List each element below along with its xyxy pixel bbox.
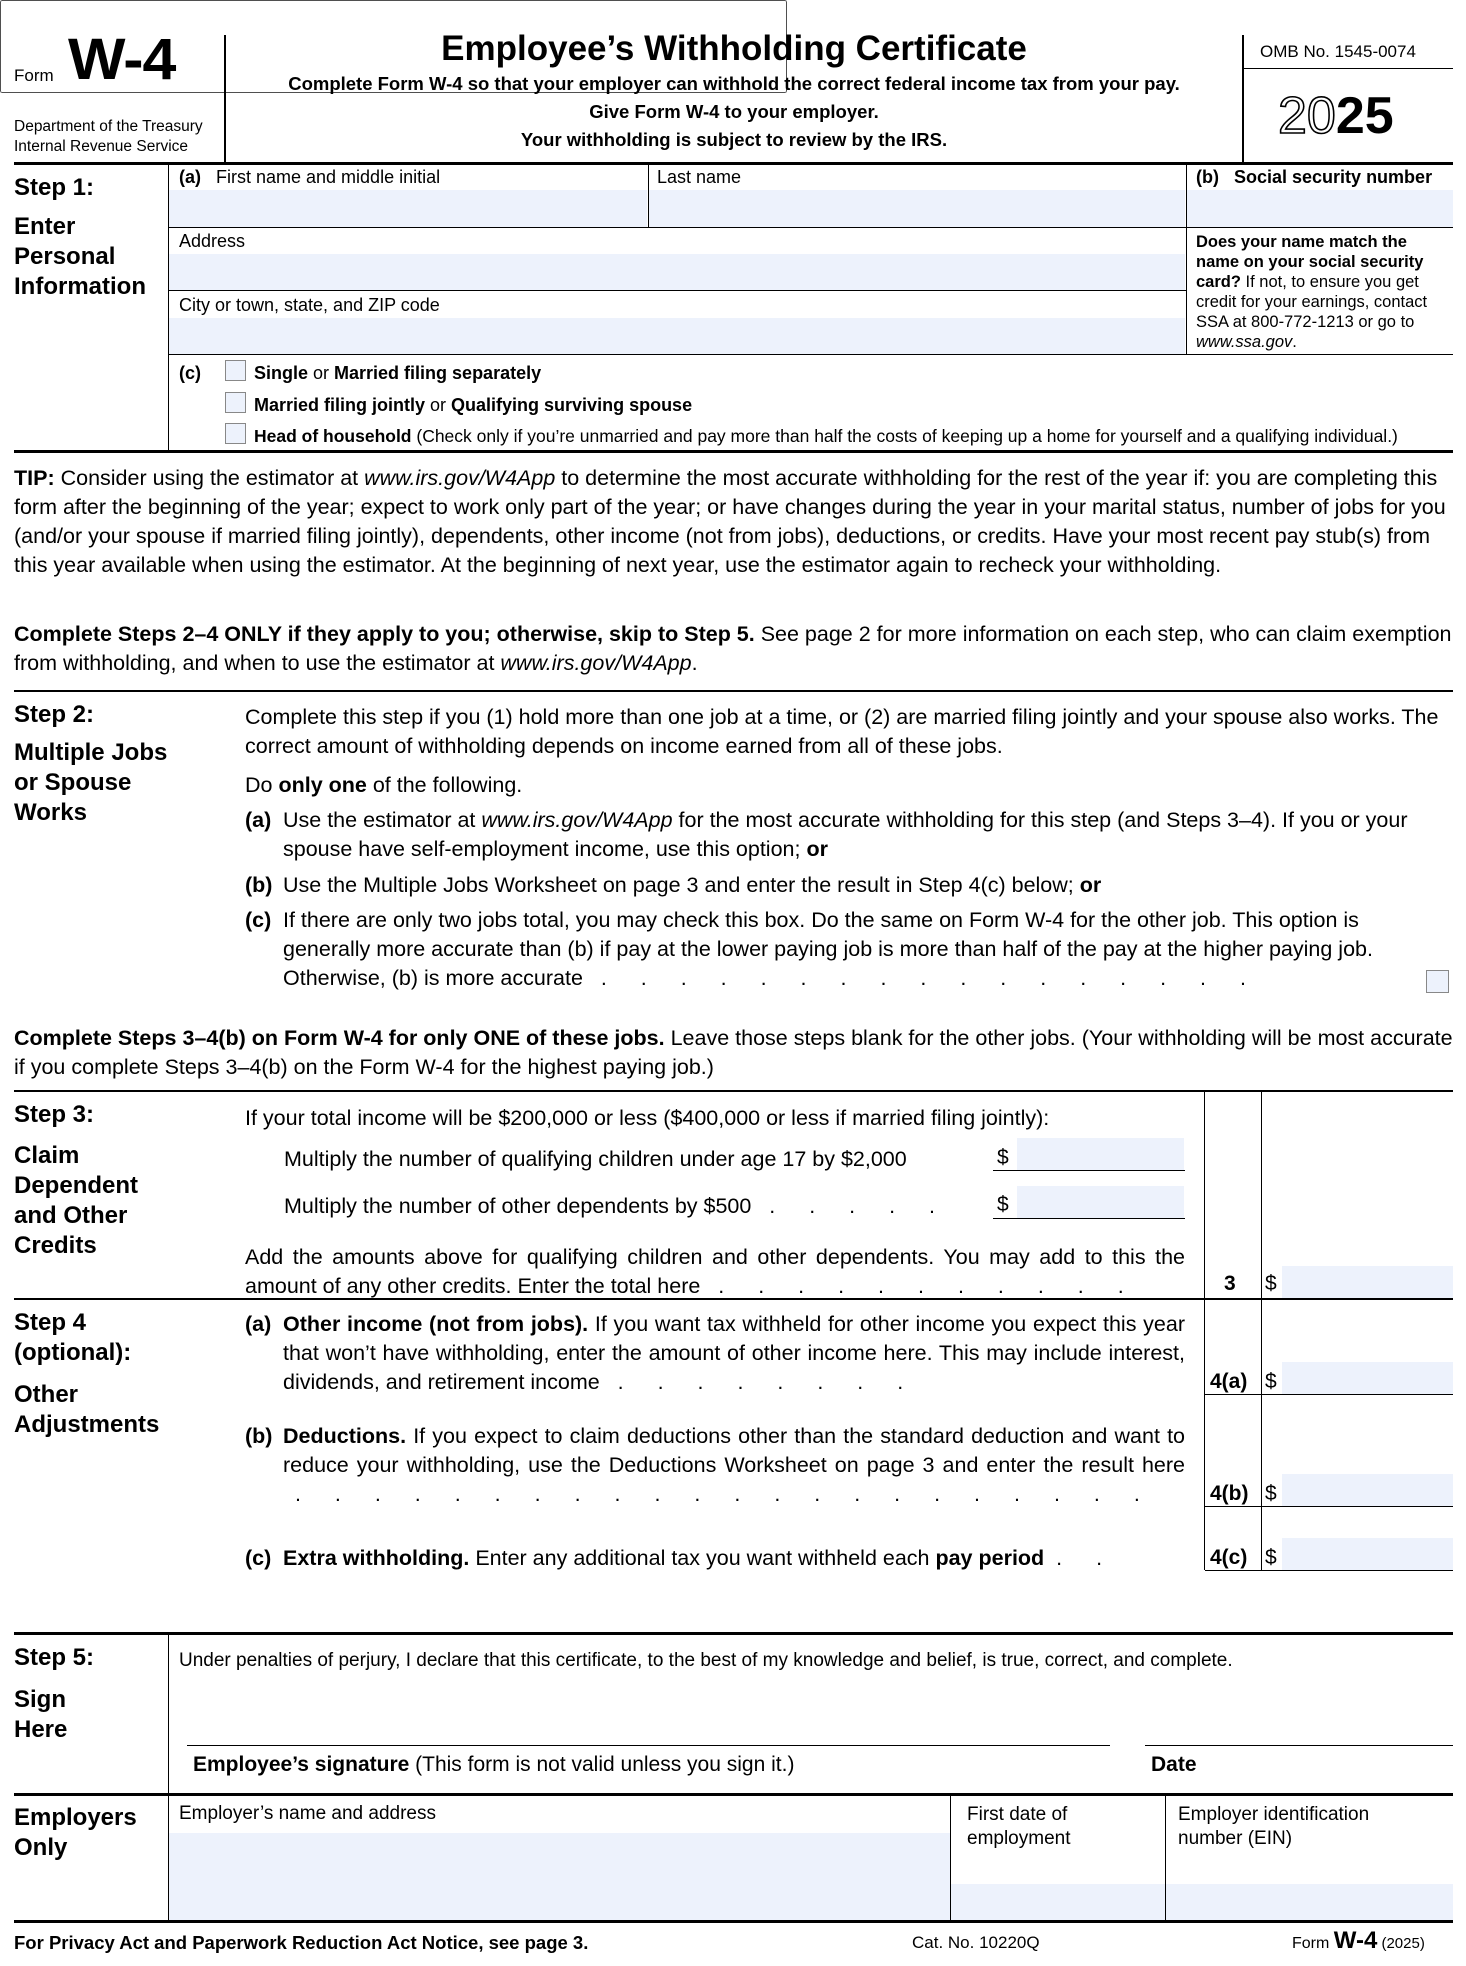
other-dependents-label: Multiply the number of other dependents by $500 . . . . . (284, 1194, 950, 1218)
step1-subtitle: Enter Personal Information (14, 213, 146, 300)
line-4c-number: 4(c) (1210, 1546, 1248, 1569)
step5-subtitle: Sign Here (14, 1686, 68, 1743)
complete-steps-note: Complete Steps 2–4 ONLY if they apply to you; otherwise, skip to Step 5. See page 2 for more information on each step, who can claim exemption from withholding, and when to use the estimator at www.irs.gov/W4App. (14, 622, 1452, 675)
steps34-note: Complete Steps 3–4(b) on Form W-4 for only ONE of these jobs. Leave those steps blank for the other jobs. (Your withholding will be most accurate if you complete Steps 3–4(b) on the Form W-4 for the highest paying job.) (14, 1026, 1453, 1079)
subtitle-line-2: Give Form W-4 to your employer. (589, 101, 879, 122)
step2-a-tag: (a) (245, 808, 272, 832)
city-label: City or town, state, and ZIP code (179, 295, 440, 315)
title-block (226, 28, 1242, 154)
other-dependents-input[interactable] (1017, 1186, 1184, 1218)
perjury-declaration: Under penalties of perjury, I declare that this certificate, to the best of my knowledge and belief, is true, correct, and complete. (179, 1650, 1233, 1671)
other-income-input[interactable] (1282, 1362, 1453, 1394)
ssn-input[interactable] (1187, 190, 1453, 227)
single-checkbox[interactable] (225, 360, 246, 381)
address-input[interactable] (169, 254, 1185, 290)
step4-a-tag: (a) (245, 1312, 272, 1336)
step2-b-tag: (b) (245, 873, 273, 897)
first-date-label: First date of employment (967, 1804, 1071, 1849)
tax-year-outline: 20 (1278, 87, 1336, 145)
dollar-sign: $ (1265, 1370, 1277, 1393)
step2-title: Step 2: (14, 701, 95, 728)
step4-b-text: Deductions. If you expect to claim deductions other than the standard deduction and want to reduce your withholding, use the Deductions Worksheet on page 3 and enter the result here . . . . . . . . . . . . . . . . . . . . . . (283, 1424, 1185, 1506)
subtitle-line-1: Complete Form W-4 so that your employer can withhold the correct federal income tax from your pay. (288, 73, 1180, 94)
first-name-label: First name and middle initial (216, 167, 441, 187)
step2-subtitle: Multiple Jobs or Spouse Works (14, 739, 168, 826)
step4-subtitle: Other Adjustments (14, 1381, 160, 1438)
form-title: Employee’s Withholding Certificate (441, 29, 1027, 68)
line-3-number: 3 (1224, 1272, 1236, 1295)
ein-input[interactable] (1166, 1884, 1453, 1920)
dollar-sign: $ (1265, 1482, 1277, 1505)
tip-paragraph: TIP: Consider using the estimator at www.irs.gov/W4App to determine the most accurate withholding for the rest of the year if: you are completing this form after the beginning of the year; expect to work only part of the year; or have changes during the year in your marital status, number of jobs for you (and/or your spouse if married filing jointly), dependents, other income (not from jobs), deductions, or credits. Have your most recent pay stub(s) from this year available when using the estimator. At the beginning of next year, use the estimator again to recheck your withholding. (14, 466, 1446, 577)
ssa-link[interactable]: www.ssa.gov (1196, 333, 1293, 351)
first-name-tag: (a) (179, 167, 201, 187)
date-field[interactable] (1145, 1700, 1453, 1745)
step2-option-b: Use the Multiple Jobs Worksheet on page 3 and enter the result in Step 4(c) below; or (283, 873, 1102, 897)
step4-b-tag: (b) (245, 1424, 273, 1448)
tax-year-bold: 25 (1335, 87, 1394, 145)
last-name-input[interactable] (649, 190, 1185, 227)
privacy-notice: For Privacy Act and Paperwork Reduction Act Notice, see page 3. (14, 1932, 589, 1953)
estimator-link-2[interactable]: www.irs.gov/W4App (500, 651, 692, 675)
estimator-link-3[interactable]: www.irs.gov/W4App (481, 808, 673, 832)
children-credit-label: Multiply the number of qualifying children under age 17 by $2,000 (284, 1147, 907, 1171)
catalog-number: Cat. No. 10220Q (912, 1933, 1040, 1952)
first-name-input[interactable] (169, 190, 647, 227)
step2-option-a: Use the estimator at www.irs.gov/W4App for the most accurate withholding for this step (and Steps 3–4). If you or your spouse have self-employment income, use this option; or (283, 808, 1408, 861)
step4-c-text: Extra withholding. Enter any additional tax you want withheld each pay period . . (283, 1546, 1117, 1570)
dollar-sign: $ (1265, 1272, 1277, 1295)
married-jointly-checkbox[interactable] (225, 392, 246, 413)
children-credit-input[interactable] (1017, 1138, 1184, 1170)
step2-intro: Complete this step if you (1) hold more than one job at a time, or (2) are married filing jointly and your spouse also works. The correct amount of withholding depends on income earned from all of these jobs. (245, 705, 1439, 758)
employers-only-title: Employers Only (14, 1804, 137, 1861)
ein-label: Employer identification number (EIN) (1178, 1804, 1370, 1849)
step2-do-one: Do only one of the following. (245, 773, 523, 797)
subtitle-line-3: Your withholding is subject to review by the IRS. (520, 129, 948, 150)
form-label: Form (14, 66, 54, 85)
signature-field[interactable] (187, 1700, 1110, 1745)
form-number: W-4 (68, 27, 176, 92)
tax-year (1278, 88, 1394, 144)
footer-form-id: Form W-4 (2025) (1292, 1927, 1425, 1954)
dollar-sign: $ (1265, 1546, 1277, 1569)
line-4a-number: 4(a) (1210, 1370, 1248, 1393)
dollar-sign: $ (997, 1146, 1009, 1169)
step1-title: Step 1: (14, 174, 95, 201)
step2-c-tag: (c) (245, 908, 272, 932)
dept-treasury: Department of the Treasury (14, 118, 203, 135)
last-name-label: Last name (657, 167, 742, 187)
extra-withholding-input[interactable] (1282, 1538, 1453, 1570)
ssn-tag: (b) (1196, 167, 1219, 187)
step2-option-c: If there are only two jobs total, you may check this box. Do the same on Form W-4 for the other job. This option is generally more accurate than (b) if pay at the lower paying job is more than half of the pay at the higher paying job. Otherwise, (b) is more accurate . . . . . . . . . . . . . . . . . (283, 908, 1373, 990)
ssn-match-note: Does your name match the name on your social security card? If not, to ensure you get credit for your earnings, contact SSA at 800-772-1213 or go to www.ssa.gov. (1196, 233, 1428, 351)
head-of-household-checkbox[interactable] (225, 423, 246, 444)
step4-title: Step 4 (optional): (14, 1309, 132, 1366)
filing-status-tag: (c) (179, 363, 201, 383)
step4-c-tag: (c) (245, 1546, 272, 1570)
city-state-zip-input[interactable] (169, 318, 1185, 354)
step3-intro: If your total income will be $200,000 or less ($400,000 or less if married filing jointly): (245, 1106, 1050, 1130)
step3-title: Step 3: (14, 1101, 95, 1128)
step3-subtitle: Claim Dependent and Other Credits (14, 1142, 139, 1259)
two-jobs-checkbox[interactable] (1426, 970, 1449, 993)
step4-a-text: Other income (not from jobs). If you want tax withheld for other income you expect this year that won’t have withholding, enter the amount of other income here. This may include interest, dividends, and retirement income . . . . . . . . (283, 1312, 1185, 1394)
signature-label: Employee’s signature (This form is not valid unless you sign it.) (193, 1753, 795, 1776)
deductions-input[interactable] (1282, 1474, 1453, 1506)
first-date-input[interactable] (951, 1884, 1165, 1920)
line-4b-number: 4(b) (1210, 1482, 1249, 1505)
employer-name-label: Employer’s name and address (179, 1803, 436, 1824)
omb-number: OMB No. 1545-0074 (1260, 42, 1416, 61)
date-label: Date (1151, 1753, 1197, 1776)
irs-name: Internal Revenue Service (14, 138, 189, 155)
step3-total-text: Add the amounts above for qualifying children and other dependents. You may add to this the amount of any other credits. Enter the total here . . . . . . . . . . . (245, 1245, 1185, 1298)
step5-title: Step 5: (14, 1644, 95, 1671)
line-3-total-input[interactable] (1282, 1266, 1453, 1298)
address-label: Address (179, 231, 246, 251)
ssn-label: Social security number (1234, 167, 1433, 187)
dollar-sign: $ (997, 1193, 1009, 1216)
estimator-link[interactable]: www.irs.gov/W4App (364, 466, 556, 490)
